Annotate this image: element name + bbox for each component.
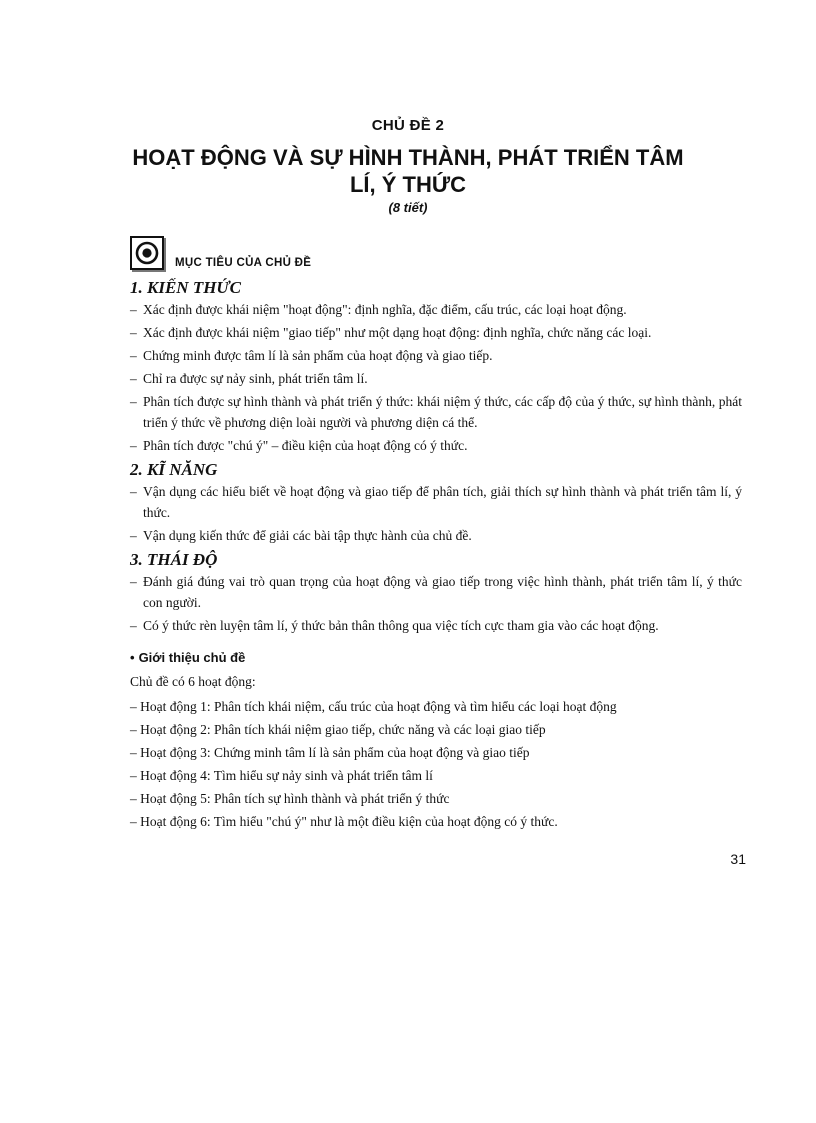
list-item: – Vận dụng kiến thức để giải các bài tập thực hành của chủ đề. xyxy=(130,525,742,546)
activity-item: – Hoạt động 4: Tìm hiểu sự nảy sinh và phát triển tâm lí xyxy=(130,764,742,787)
activity-item: – Hoạt động 6: Tìm hiểu "chú ý" như là một điều kiện của hoạt động có ý thức. xyxy=(130,810,742,833)
list-item: – Vận dụng các hiểu biết về hoạt động và giao tiếp để phân tích, giải thích sự hình thành và phát triển tâm lí, ý thức. xyxy=(130,481,742,523)
intro-heading xyxy=(130,650,742,665)
list-item: – Chứng minh được tâm lí là sản phẩm của hoạt động và giao tiếp. xyxy=(130,345,742,366)
section-heading-knowledge: 1. KIẾN THỨC xyxy=(130,278,241,297)
activity-item: – Hoạt động 3: Chứng minh tâm lí là sản phẩm của hoạt động và giao tiếp xyxy=(130,741,742,764)
target-icon xyxy=(130,236,164,270)
topic-label: CHỦ ĐỀ 2 xyxy=(371,117,445,134)
page-title: HOẠT ĐỘNG VÀ SỰ HÌNH THÀNH, PHÁT TRIỂN TÂM LÍ, Ý THỨC xyxy=(132,145,684,197)
skills-list xyxy=(130,481,742,546)
activity-list xyxy=(130,695,742,833)
bullet-icon: • xyxy=(130,650,135,665)
list-item: – Xác định được khái niệm "hoạt động": định nghĩa, đặc điểm, cấu trúc, các loại hoạt động. xyxy=(130,299,742,320)
duration-note: (8 tiết) xyxy=(388,200,428,215)
list-item: – Xác định được khái niệm "giao tiếp" như một dạng hoạt động: định nghĩa, chức năng các loại. xyxy=(130,322,742,343)
objectives-heading: MỤC TIÊU CỦA CHỦ ĐỀ xyxy=(175,257,312,269)
list-item: – Có ý thức rèn luyện tâm lí, ý thức bản thân thông qua việc tích cực tham gia vào các hoạt động. xyxy=(130,615,742,636)
activity-item: – Hoạt động 2: Phân tích khái niệm giao tiếp, chức năng và các loại giao tiếp xyxy=(130,718,742,741)
section-heading-attitude: 3. THÁI ĐỘ xyxy=(130,550,218,569)
list-item: – Phân tích được "chú ý" – điều kiện của hoạt động có ý thức. xyxy=(130,435,742,456)
list-item: – Chỉ ra được sự nảy sinh, phát triển tâm lí. xyxy=(130,368,742,389)
activity-item: – Hoạt động 1: Phân tích khái niệm, cấu trúc của hoạt động và tìm hiểu các loại hoạt động xyxy=(130,695,742,718)
list-item: – Phân tích được sự hình thành và phát triển ý thức: khái niệm ý thức, các cấp độ của ý thức, sự hình thành, phát triển ý thức về phương diện loài người và phương diện cá thể. xyxy=(130,391,742,433)
activity-item: – Hoạt động 5: Phân tích sự hình thành và phát triển ý thức xyxy=(130,787,742,810)
list-item: – Đánh giá đúng vai trò quan trọng của hoạt động và giao tiếp trong việc hình thành, phát triển tâm lí, ý thức con người. xyxy=(130,571,742,613)
attitude-list xyxy=(130,571,742,636)
objectives-body xyxy=(130,274,742,833)
knowledge-list xyxy=(130,299,742,456)
intro-text: Chủ đề có 6 hoạt động: xyxy=(130,674,256,689)
section-heading-skills: 2. KĨ NĂNG xyxy=(130,460,218,479)
intro-heading-text: Giới thiệu chủ đề xyxy=(138,650,246,665)
page-number: 31 xyxy=(730,851,746,867)
